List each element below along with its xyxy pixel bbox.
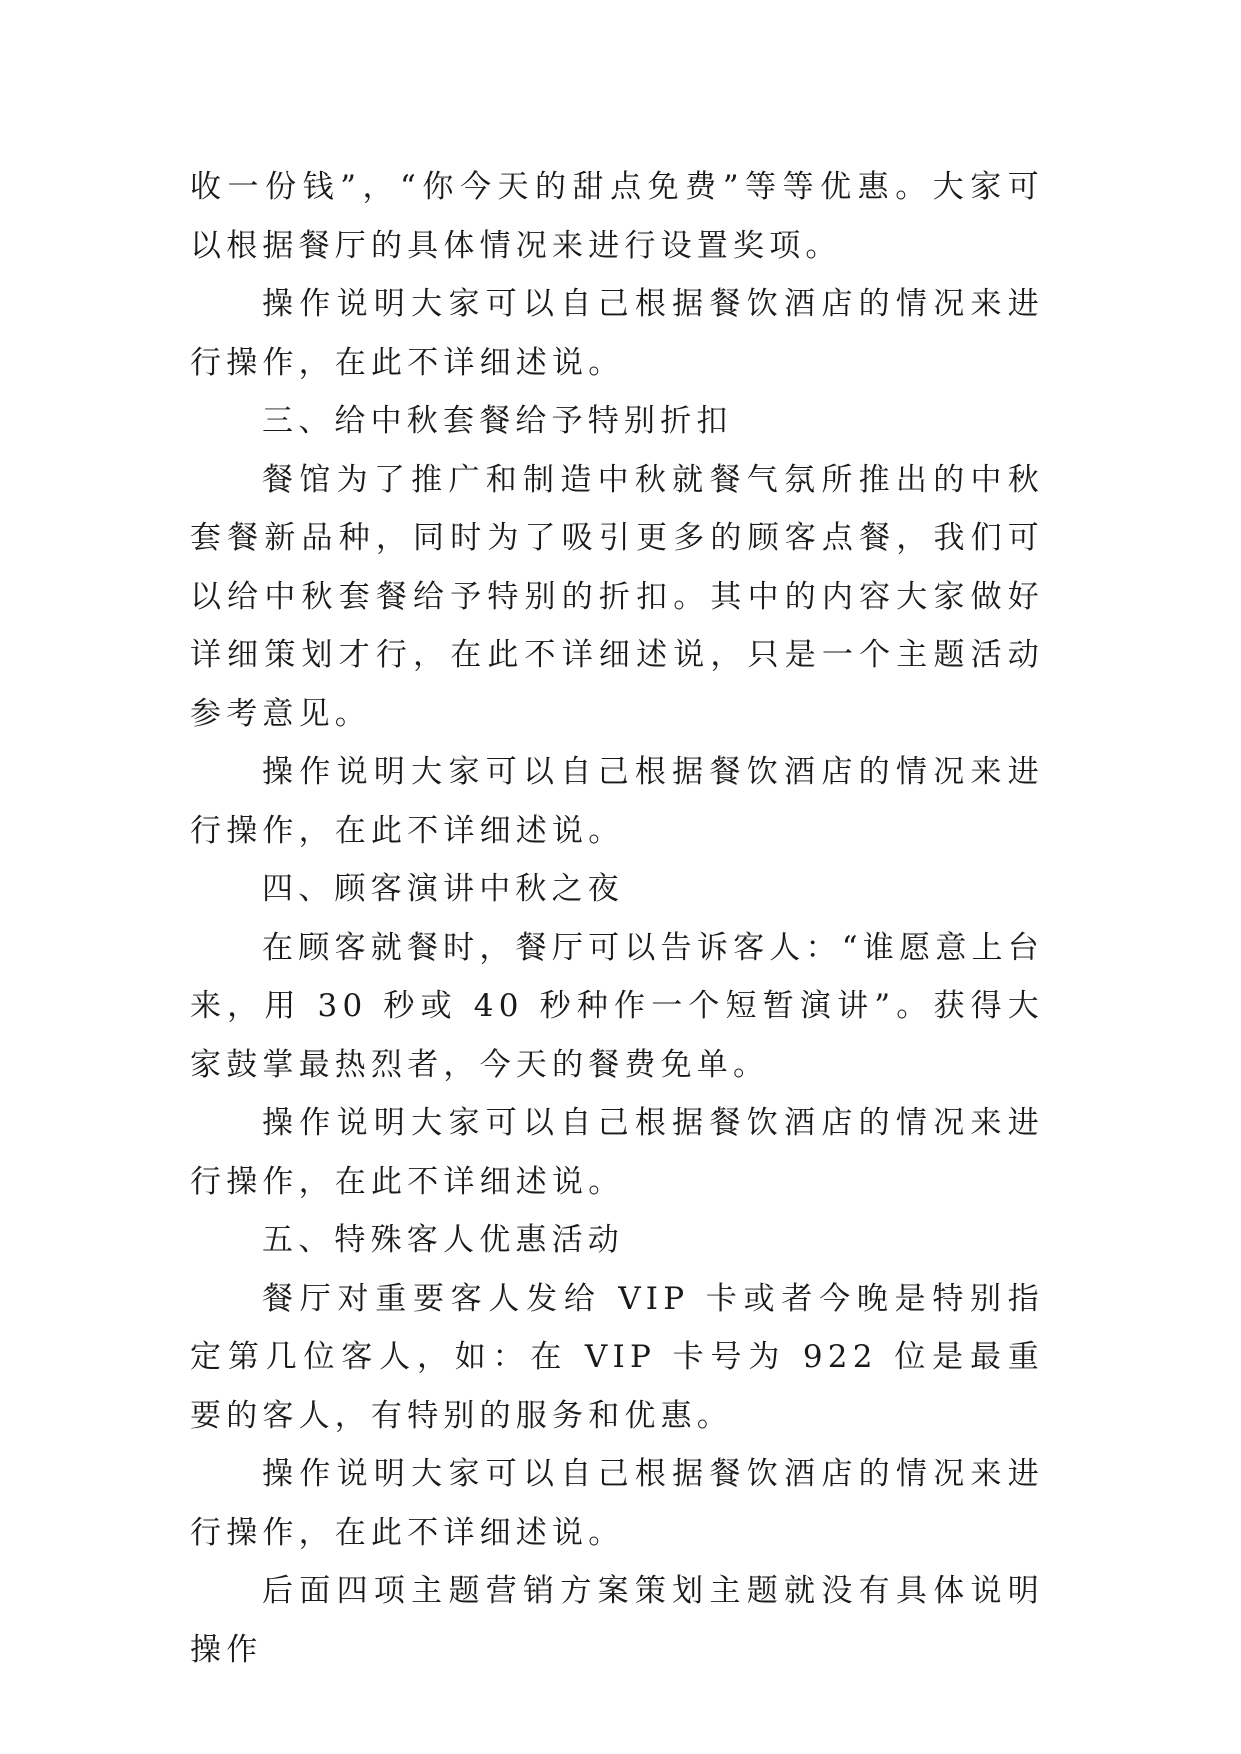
paragraph-body: 餐馆为了推广和制造中秋就餐气氛所推出的中秋套餐新品种，同时为了吸引更多的顾客点餐，我们可以给中秋套餐给予特别的折扣。其中的内容大家做好详细策划才行，在此不详细述说，只是一个主题活动参考意见。 <box>190 461 1044 732</box>
section-heading-5: 五、特殊客人优惠活动 <box>262 1222 624 1258</box>
section-heading-3: 三、给中秋套餐给予特别折扣 <box>262 403 733 439</box>
section-heading-4: 四、顾客演讲中秋之夜 <box>262 871 624 907</box>
paragraph-body: 餐厅对重要客人发给 VIP 卡或者今晚是特别指定第几位客人，如：在 VIP 卡号为 922 位是最重要的客人，有特别的服务和优惠。 <box>190 1280 1044 1434</box>
paragraph-body: 后面四项主题营销方案策划主题就没有具体说明操作 <box>190 1573 1044 1668</box>
paragraph-operation-note: 操作说明大家可以自己根据餐饮酒店的情况来进行操作，在此不详细述说。 <box>190 286 1044 381</box>
paragraph-body: 在顾客就餐时，餐厅可以告诉客人：“谁愿意上台来，用 30 秒或 40 秒种作一个短暂演讲”。获得大家鼓掌最热烈者，今天的餐费免单。 <box>190 929 1044 1083</box>
paragraph-continuation: 收一份钱”，“你今天的甜点免费”等等优惠。大家可以根据餐厅的具体情况来进行设置奖项。 <box>190 169 1044 264</box>
paragraph-operation-note: 操作说明大家可以自己根据餐饮酒店的情况来进行操作，在此不详细述说。 <box>190 1456 1044 1551</box>
document-body <box>190 158 1044 1679</box>
paragraph-operation-note: 操作说明大家可以自己根据餐饮酒店的情况来进行操作，在此不详细述说。 <box>190 1105 1044 1200</box>
paragraph-operation-note: 操作说明大家可以自己根据餐饮酒店的情况来进行操作，在此不详细述说。 <box>190 754 1044 849</box>
